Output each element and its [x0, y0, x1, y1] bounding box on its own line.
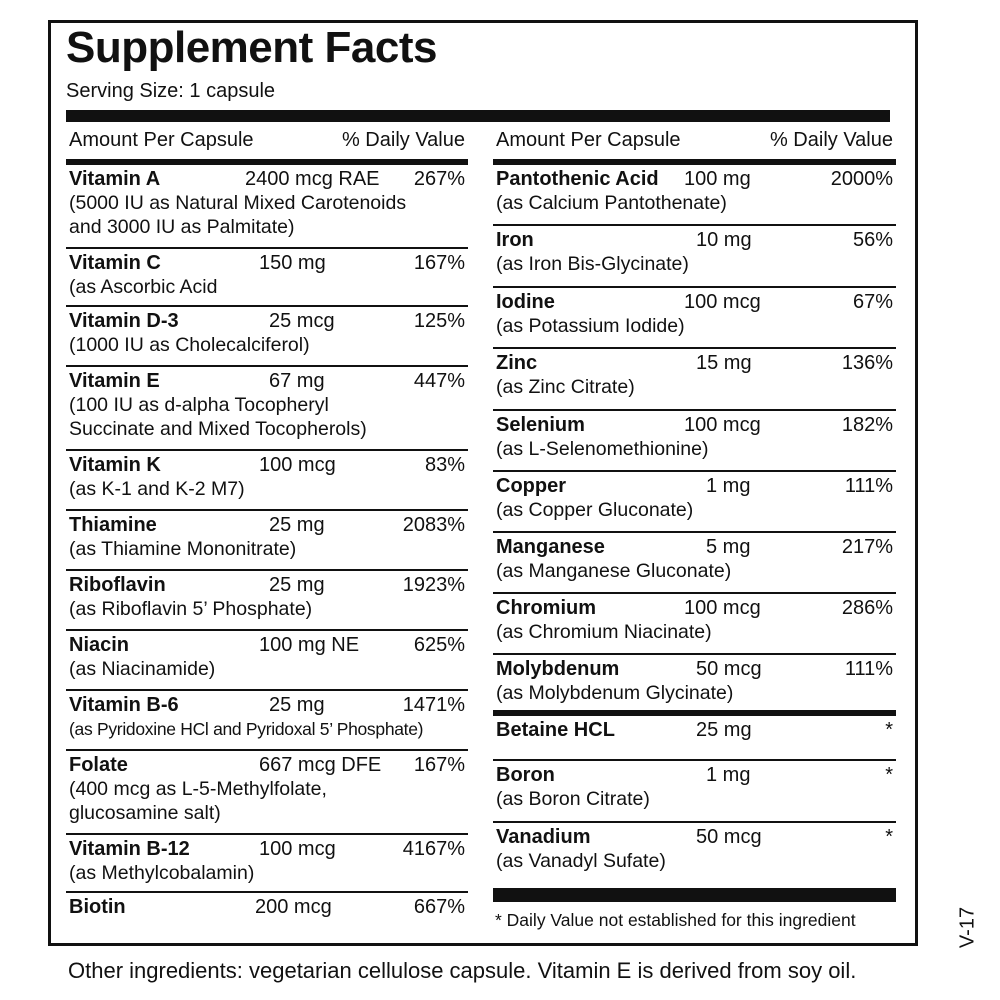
daily-value: 447% — [413, 370, 465, 392]
nutrient-source: (1000 IU as Cholecalciferol) — [69, 334, 310, 356]
product-code: V-17 — [956, 906, 979, 949]
footnote: * Daily Value not established for this ingredient — [495, 910, 856, 930]
nutrient-source: (as Zinc Citrate) — [496, 376, 635, 398]
nutrient-source: glucosamine salt) — [69, 802, 221, 824]
nutrient-line — [69, 309, 465, 333]
nutrient-line — [496, 413, 893, 437]
nutrient-row — [493, 411, 896, 472]
nutrient-amount: 100 mcg — [259, 454, 336, 476]
daily-value: 111% — [844, 475, 893, 497]
nutrient-amount: 25 mg — [269, 694, 325, 716]
nutrient-source: (as Ascorbic Acid — [69, 276, 218, 298]
nutrient-row — [493, 349, 896, 411]
nutrient-name: Selenium — [496, 414, 585, 436]
nutrient-line — [69, 895, 465, 919]
nutrient-amount: 10 mg — [696, 229, 752, 251]
nutrient-row — [493, 533, 896, 594]
nutrient-source: (as L-Selenomethionine) — [496, 438, 709, 460]
other-ingredients: Other ingredients: vegetarian cellulose capsule. Vitamin E is derived from soy oil. — [68, 958, 857, 983]
daily-value: 56% — [852, 229, 893, 251]
nutrient-line — [496, 167, 893, 191]
nutrient-source: (as K-1 and K-2 M7) — [69, 478, 245, 500]
nutrient-row — [66, 307, 468, 367]
top-divider-bar — [66, 110, 890, 122]
nutrient-source: (as Copper Gluconate) — [496, 499, 694, 521]
nutrient-amount: 100 mcg — [684, 414, 761, 436]
nutrient-source: (as Iron Bis-Glycinate) — [496, 253, 689, 275]
nutrient-name: Molybdenum — [496, 658, 620, 680]
daily-value: 67% — [852, 291, 893, 313]
nutrient-line — [496, 351, 893, 375]
nutrient-name: Manganese — [496, 536, 605, 558]
daily-value: 111% — [844, 658, 893, 680]
nutrient-amount: 50 mcg — [696, 826, 762, 848]
daily-value: * — [885, 826, 893, 848]
nutrient-amount: 25 mg — [696, 719, 752, 741]
nutrient-name: Copper — [496, 475, 566, 497]
nutrient-line — [69, 251, 465, 275]
daily-value: 267% — [413, 168, 465, 190]
nutrient-name: Vitamin B-12 — [69, 838, 190, 860]
nutrient-line — [496, 535, 893, 559]
nutrient-name: Chromium — [496, 597, 596, 619]
nutrient-name: Thiamine — [69, 514, 157, 536]
nutrient-amount: 67 mg — [269, 370, 325, 392]
daily-value: 167% — [413, 754, 465, 776]
nutrient-name: Vitamin K — [69, 454, 161, 476]
nutrient-amount: 667 mcg DFE — [259, 754, 382, 776]
left-column — [66, 122, 468, 925]
nutrient-source: (as Boron Citrate) — [496, 788, 650, 810]
nutrient-line — [69, 753, 465, 777]
nutrient-row — [66, 367, 468, 451]
nutrient-amount: 100 mg — [684, 168, 751, 190]
nutrient-amount: 100 mcg — [259, 838, 336, 860]
nutrient-amount: 25 mg — [269, 574, 325, 596]
nutrient-line — [496, 596, 893, 620]
daily-value: 667% — [413, 896, 465, 918]
nutrient-row — [66, 691, 468, 751]
nutrient-name: Iodine — [496, 291, 555, 313]
nutrient-row — [66, 571, 468, 631]
nutrient-row — [66, 631, 468, 691]
nutrient-amount: 15 mg — [696, 352, 752, 374]
nutrient-name: Pantothenic Acid — [496, 168, 659, 190]
nutrient-amount: 100 mcg — [684, 291, 761, 313]
nutrient-row — [66, 511, 468, 571]
nutrient-source: and 3000 IU as Palmitate) — [69, 216, 295, 238]
dv-header: % Daily Value — [769, 129, 893, 151]
daily-value: 2083% — [402, 514, 465, 536]
nutrient-name: Boron — [496, 764, 555, 786]
nutrient-row — [66, 249, 468, 307]
nutrient-name: Vitamin E — [69, 370, 160, 392]
column-header — [493, 122, 896, 165]
daily-value: 167% — [413, 252, 465, 274]
nutrient-amount: 2400 mcg RAE — [245, 168, 380, 190]
nutrient-name: Riboflavin — [69, 574, 166, 596]
nutrient-source: (as Methylcobalamin) — [69, 862, 255, 884]
amount-header: Amount Per Capsule — [69, 129, 254, 151]
daily-value: 4167% — [402, 838, 465, 860]
nutrient-line — [496, 825, 893, 849]
column-header — [66, 122, 468, 165]
nutrient-amount: 5 mg — [706, 536, 751, 558]
nutrient-name: Niacin — [69, 634, 130, 656]
nutrient-name: Vitamin B-6 — [69, 694, 179, 716]
nutrient-amount: 100 mcg — [684, 597, 761, 619]
daily-value: 286% — [841, 597, 893, 619]
daily-value: * — [885, 719, 893, 741]
nutrient-line — [496, 228, 893, 252]
nutrient-source: (as Niacinamide) — [69, 658, 216, 680]
nutrient-source: (as Manganese Gluconate) — [496, 560, 732, 582]
serving-size: Serving Size: 1 capsule — [66, 80, 276, 102]
nutrient-line — [496, 657, 893, 681]
daily-value: 1923% — [402, 574, 465, 596]
nutrient-source: (as Calcium Pantothenate) — [496, 192, 727, 214]
daily-value: 625% — [413, 634, 465, 656]
nutrient-line — [496, 718, 893, 742]
nutrient-row — [493, 226, 896, 288]
nutrient-line — [69, 693, 465, 717]
nutrient-row — [493, 288, 896, 349]
nutrient-line — [69, 573, 465, 597]
nutrient-amount: 25 mcg — [269, 310, 335, 332]
nutrient-name: Vitamin A — [69, 168, 161, 190]
daily-value: 125% — [413, 310, 465, 332]
nutrient-row — [66, 451, 468, 511]
amount-header: Amount Per Capsule — [496, 129, 681, 151]
nutrient-line — [496, 763, 893, 787]
daily-value: 1471% — [402, 694, 465, 716]
nutrient-name: Iron — [496, 229, 534, 251]
nutrient-source: (as Potassium Iodide) — [496, 315, 685, 337]
nutrient-row — [493, 823, 896, 885]
daily-value: 136% — [841, 352, 893, 374]
daily-value: * — [885, 764, 893, 786]
nutrient-source: (as Molybdenum Glycinate) — [496, 682, 734, 704]
nutrient-source: Succinate and Mixed Tocopherols) — [69, 418, 367, 440]
daily-value: 182% — [841, 414, 893, 436]
nutrient-row — [493, 761, 896, 823]
nutrient-name: Vitamin D-3 — [69, 310, 179, 332]
nutrient-name: Folate — [69, 754, 128, 776]
nutrient-line — [69, 453, 465, 477]
daily-value: 83% — [424, 454, 465, 476]
nutrient-amount: 50 mcg — [696, 658, 762, 680]
nutrient-row — [493, 472, 896, 533]
nutrient-row — [66, 835, 468, 893]
nutrient-row — [493, 165, 896, 226]
nutrient-row — [66, 165, 468, 249]
nutrient-name: Betaine HCL — [496, 719, 615, 741]
nutrient-line — [69, 369, 465, 393]
nutrient-name: Zinc — [496, 352, 538, 374]
daily-value: 217% — [841, 536, 893, 558]
nutrient-row — [493, 594, 896, 655]
nutrient-amount: 1 mg — [706, 764, 751, 786]
nutrient-source: (as Chromium Niacinate) — [496, 621, 712, 643]
nutrient-amount: 150 mg — [259, 252, 326, 274]
nutrient-amount: 100 mg NE — [259, 634, 360, 656]
bottom-divider-bar — [493, 888, 896, 902]
dv-header: % Daily Value — [341, 129, 465, 151]
nutrient-amount: 200 mcg — [255, 896, 332, 918]
nutrient-source: (as Riboflavin 5’ Phosphate) — [69, 598, 313, 620]
nutrient-row — [66, 751, 468, 835]
nutrient-line — [69, 633, 465, 657]
nutrient-amount: 25 mg — [269, 514, 325, 536]
nutrient-line — [496, 290, 893, 314]
nutrient-row — [493, 655, 896, 716]
nutrient-name: Vanadium — [496, 826, 591, 848]
nutrient-name: Vitamin C — [69, 252, 161, 274]
panel-title: Supplement Facts — [66, 23, 437, 72]
daily-value: 2000% — [830, 168, 893, 190]
nutrient-source: (100 IU as d-alpha Tocopheryl — [69, 394, 329, 416]
nutrient-source: (as Vanadyl Sufate) — [496, 850, 666, 872]
nutrient-line — [69, 837, 465, 861]
nutrient-row — [493, 716, 896, 761]
right-column — [493, 122, 896, 885]
nutrient-name: Biotin — [69, 896, 126, 918]
nutrient-line — [69, 513, 465, 537]
nutrient-source: (5000 IU as Natural Mixed Carotenoids — [69, 192, 407, 214]
nutrient-row — [66, 893, 468, 925]
nutrient-source: (as Thiamine Mononitrate) — [69, 538, 297, 560]
nutrient-line — [496, 474, 893, 498]
nutrient-amount: 1 mg — [706, 475, 751, 497]
nutrient-source: (400 mcg as L-5-Methylfolate, — [69, 778, 327, 800]
nutrient-source: (as Pyridoxine HCl and Pyridoxal 5’ Phosphate) — [69, 719, 424, 739]
nutrient-line — [69, 167, 465, 191]
